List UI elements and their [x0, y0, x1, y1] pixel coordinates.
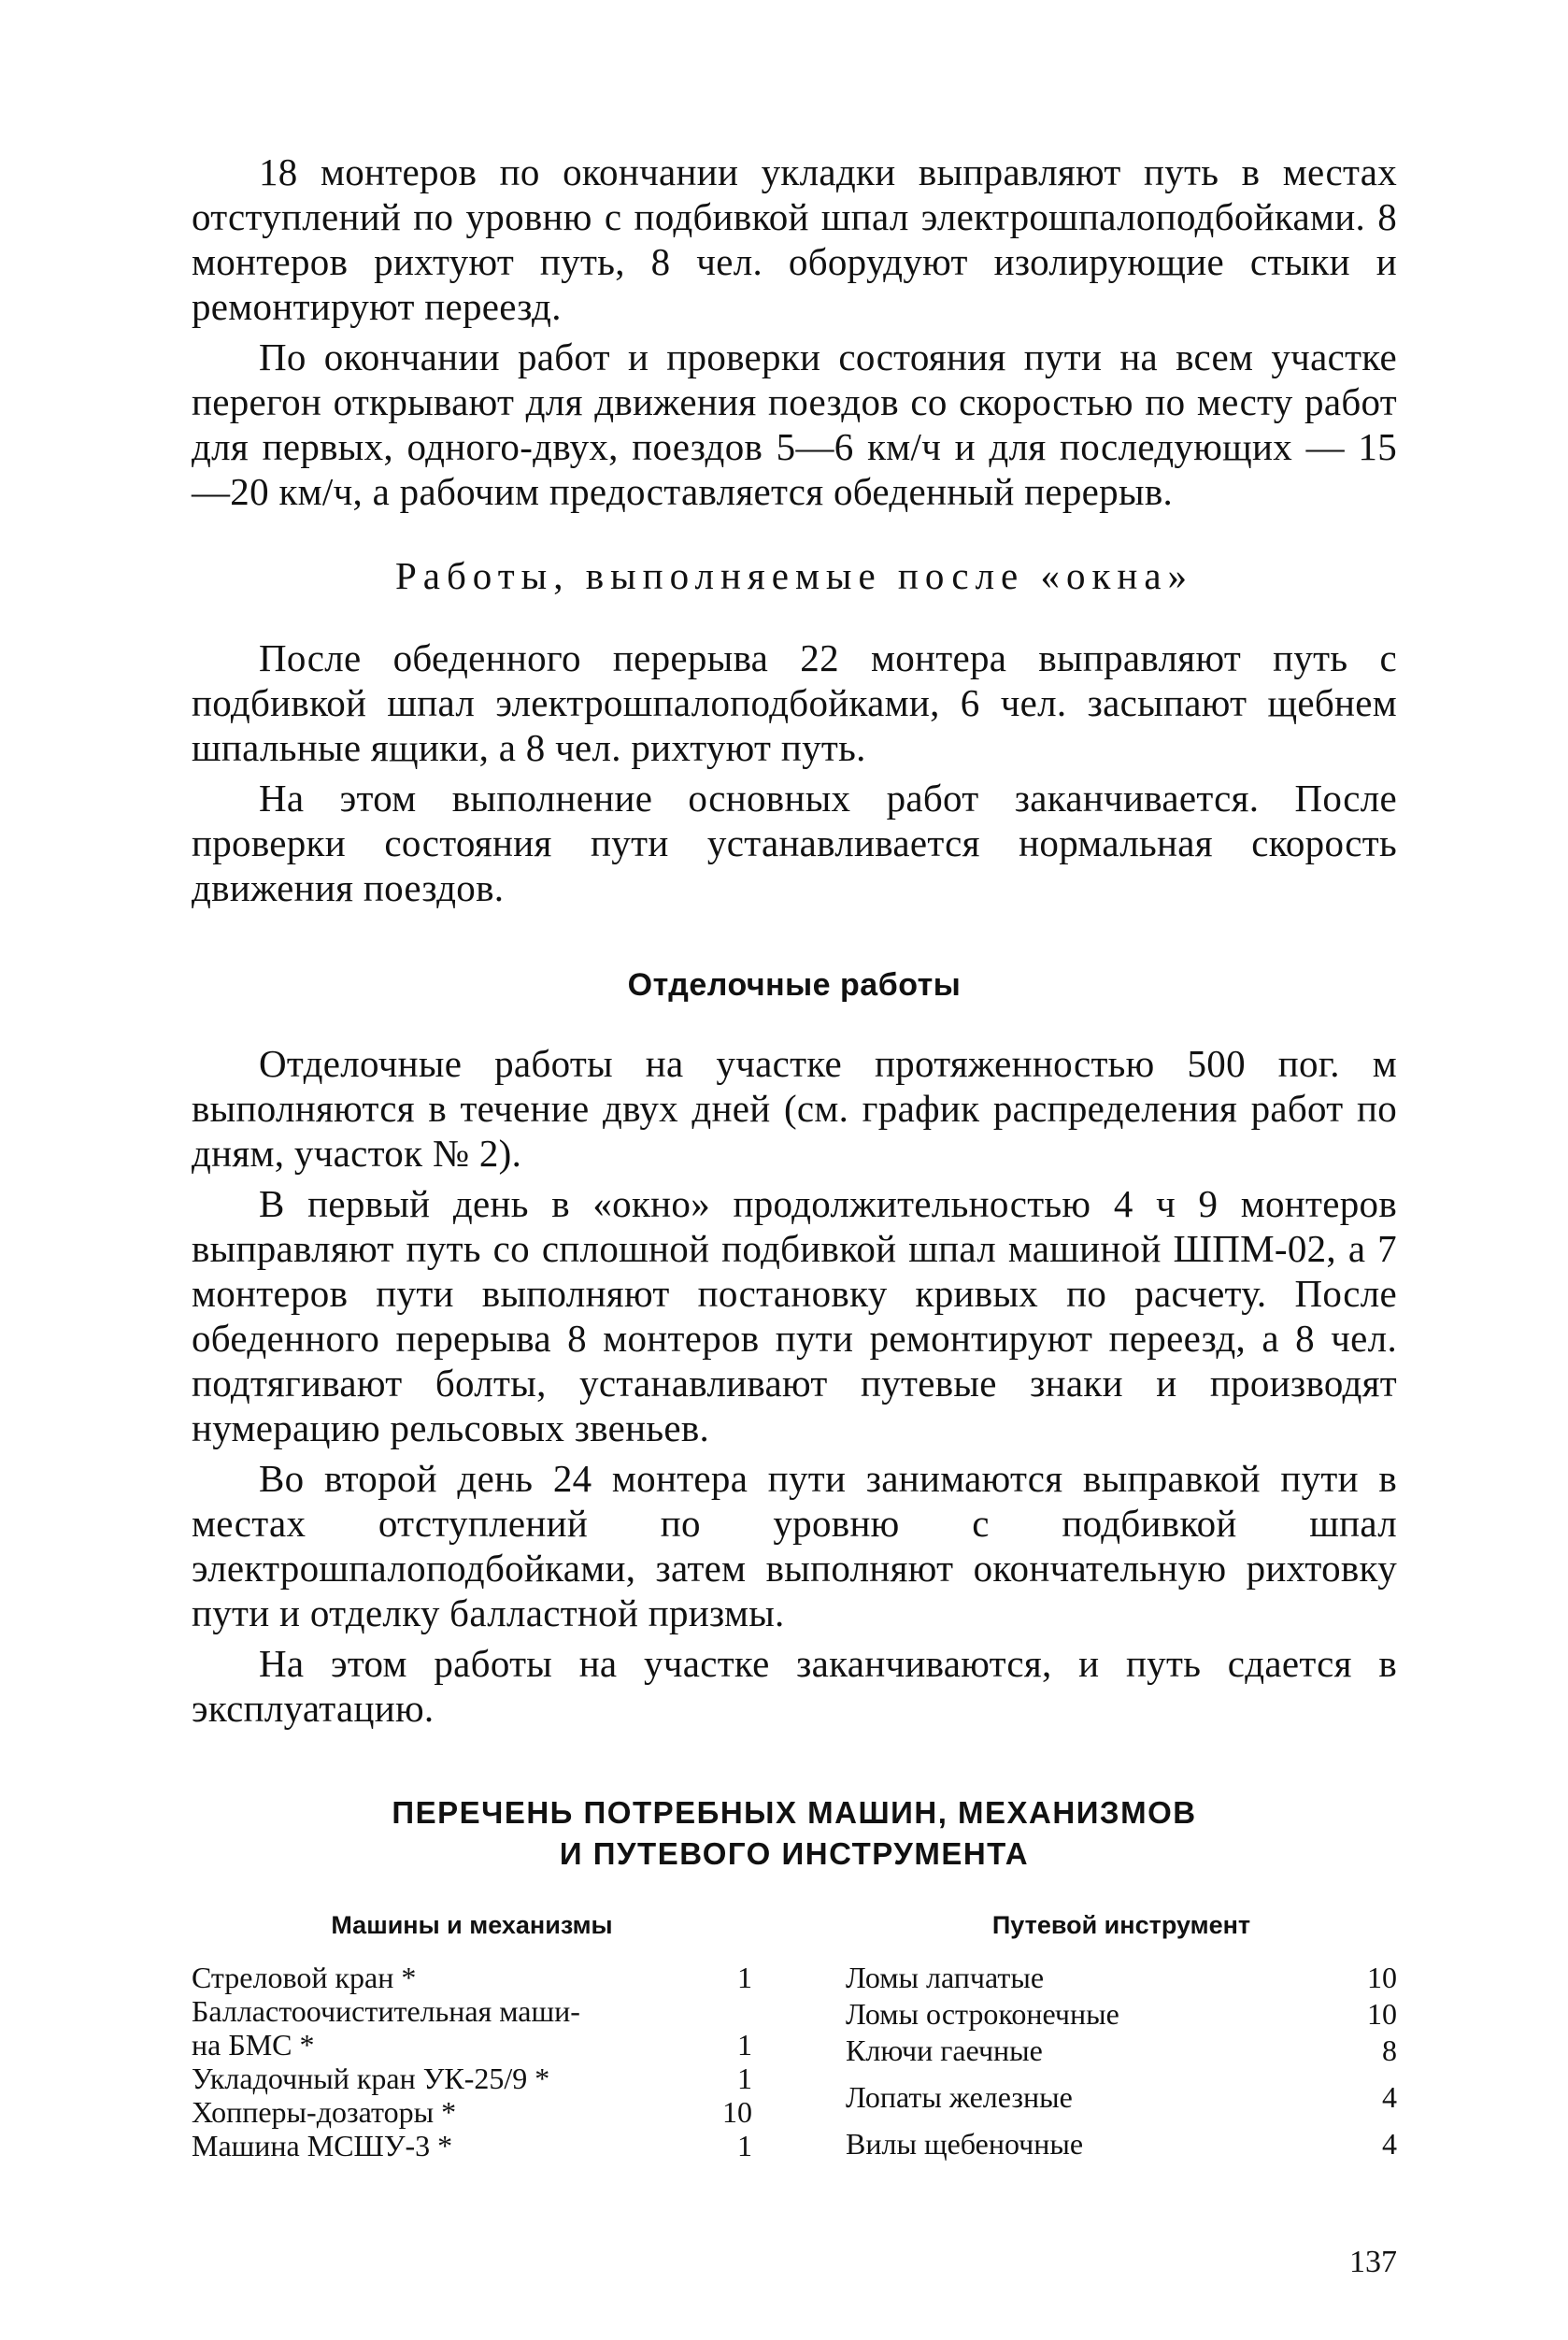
list-item: [846, 2127, 1397, 2161]
machines-column-title: Машины и механизмы: [331, 1911, 613, 1939]
page-number: 137: [1349, 2245, 1397, 2279]
tools-column-title: Путевой инструмент: [991, 1911, 1251, 1939]
equipment-lists: [192, 1906, 1397, 2163]
paragraph-main-works-end: На этом выполнение основных работ заканчивается. После проверки состояния пути устанавливается нормальная скорость движения поездов.: [192, 777, 1397, 909]
equipment-heading-line-1: ПЕРЕЧЕНЬ ПОТРЕБНЫХ МАШИН, МЕХАНИЗМОВ: [392, 1795, 1197, 1830]
paragraph-after-lunch: После обеденного перерыва 22 монтера выправляют путь с подбивкой шпал электрошпалоподбойками, 6 чел. засыпают щебнем шпальные ящики, а 8 чел. рихтуют путь.: [192, 636, 1397, 769]
machines-column: [192, 1906, 752, 2163]
item-qty: 4: [1382, 2127, 1397, 2161]
item-qty: 10: [722, 2095, 752, 2129]
item-qty: 1: [737, 2028, 752, 2062]
item-name: Лопаты железные: [846, 2080, 1073, 2114]
list-item: [846, 2033, 1397, 2067]
item-qty: 4: [1382, 2080, 1397, 2114]
item-name: Хопперы-дозаторы *: [192, 2095, 457, 2129]
item-name-line-1: Балластоочистительная маши-: [192, 1994, 580, 2028]
paragraph-opening-traffic: По окончании работ и проверки состояния пути на всем участке перегон открывают для движения поездов со скоростью по месту работ для первых, одного-двух, поездов 5—6 км/ч и для последующих — 15—20 км/ч, а рабочим предоставляется обеденный перерыв.: [192, 335, 1397, 513]
item-name: Укладочный кран УК-25/9 *: [192, 2062, 550, 2095]
item-qty: 8: [1382, 2033, 1397, 2067]
list-item: [846, 2080, 1397, 2114]
item-qty: 10: [1367, 1961, 1397, 1994]
list-item: [846, 1997, 1397, 2031]
item-name-line-2: на БМС *: [192, 2028, 315, 2062]
list-item: [192, 2028, 752, 2062]
item-name: Машина МСШУ-3 *: [192, 2129, 453, 2162]
equipment-list-heading: [192, 1792, 1397, 1875]
item-qty: 1: [737, 1961, 752, 1994]
list-item: [192, 2095, 752, 2129]
equipment-heading-line-2: И ПУТЕВОГО ИНСТРУМЕНТА: [559, 1836, 1030, 1871]
item-qty: 10: [1367, 1997, 1397, 2031]
paragraph-first-day: В первый день в «окно» продолжительностью 4 ч 9 монтеров выправляют путь со сплошной подбивкой шпал машиной ШПМ-02, а 7 монтеров пути выполняют постановку кривых по расчету. После обеденного перерыва 8 монтеров пути ремонтируют переезд, а 8 чел. подтягивают болты, устанавливают путевые знаки и производят нумерацию рельсовых звеньев.: [192, 1182, 1397, 1449]
tools-column: [846, 1906, 1397, 2163]
section-heading-finishing: Отделочные работы: [627, 967, 962, 1003]
item-name: Стреловой кран *: [192, 1961, 417, 1994]
list-item: [192, 1961, 752, 1994]
list-item: [192, 2062, 752, 2095]
section-heading-after-window: Работы, выполняемые после «окна»: [394, 554, 1194, 597]
list-item: [192, 1994, 752, 2028]
paragraph-finishing-duration: Отделочные работы на участке протяженностью 500 пог. м выполняются в течение двух дней (см. график распределения работ по дням, участок № 2).: [192, 1042, 1397, 1175]
item-name: Вилы щебеночные: [846, 2127, 1084, 2161]
item-qty: 1: [737, 2062, 752, 2095]
paragraph-second-day: Во второй день 24 монтера пути занимаются выправкой пути в местах отступлений по уровню с подбивкой шпал электрошпалоподбойками, затем выполняют окончательную рихтовку пути и отделку балластной призмы.: [192, 1457, 1397, 1634]
list-item: [192, 2129, 752, 2162]
book-page: [192, 150, 1397, 2163]
item-name: Ломы остроконечные: [846, 1997, 1119, 2031]
item-name: Ключи гаечные: [846, 2033, 1043, 2067]
list-item: [846, 1961, 1397, 1994]
paragraph-monter-vypravka: 18 монтеров по окончании укладки выправляют путь в местах отступлений по уровню с подбивкой шпал электрошпалоподбойками. 8 монтеров рихтуют путь, 8 чел. оборудуют изолирующие стыки и ремонтируют переезд.: [192, 150, 1397, 328]
item-name: Ломы лапчатые: [846, 1961, 1045, 1994]
paragraph-handover: На этом работы на участке заканчиваются, и путь сдается в эксплуатацию.: [192, 1642, 1397, 1730]
item-qty: 1: [737, 2129, 752, 2162]
